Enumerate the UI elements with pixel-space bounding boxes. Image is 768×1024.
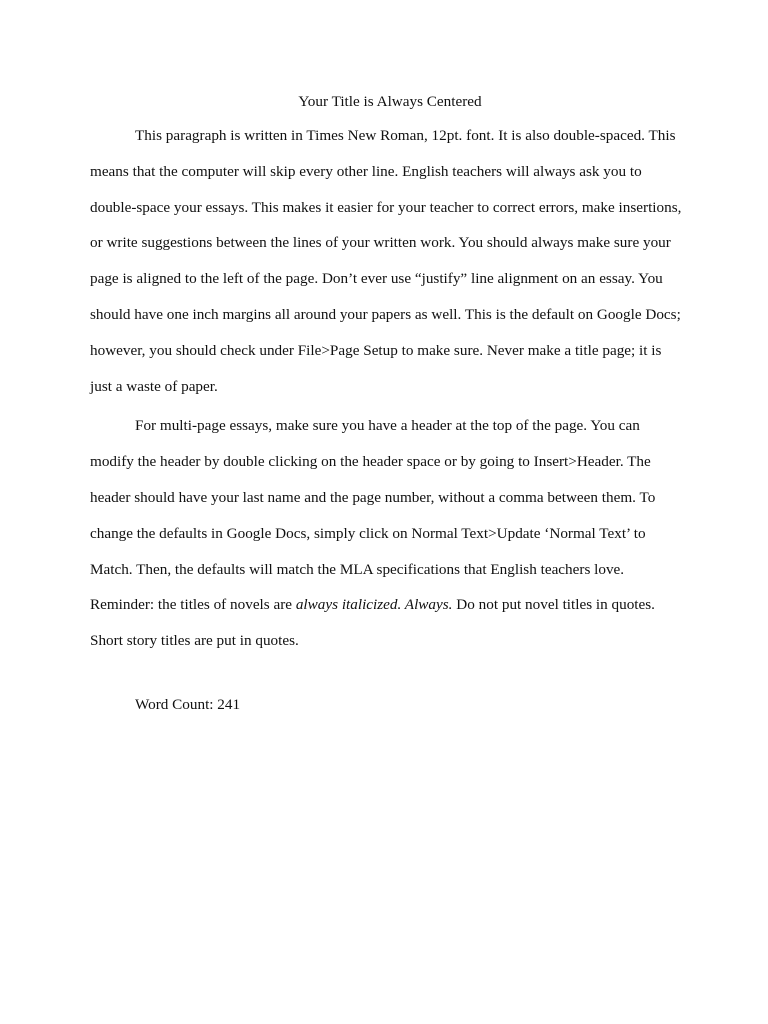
paragraph-1-line: just a waste of paper. bbox=[90, 377, 218, 395]
paragraph-1-line: means that the computer will skip every other line. English teachers will always ask you to bbox=[90, 162, 642, 180]
paragraph-2-line: Match. Then, the defaults will match the MLA specifications that English teachers love. bbox=[90, 560, 625, 578]
reminder-prefix: Reminder: the titles of novels are bbox=[90, 596, 296, 614]
word-count: Word Count: 241 bbox=[135, 695, 241, 713]
reminder-line bbox=[90, 587, 690, 623]
paragraph-2-line: Short story titles are put in quotes. bbox=[90, 632, 299, 650]
paragraph-1-line: however, you should check under File>Page Setup to make sure. Never make a title page; it is bbox=[90, 341, 662, 359]
document-title: Your Title is Always Centered bbox=[298, 93, 482, 110]
paragraph-2-line: change the defaults in Google Docs, simply click on Normal Text>Update ‘Normal Text’ to bbox=[90, 524, 646, 542]
paragraph-2-line: modify the header by double clicking on the header space or by going to Insert>Header. The bbox=[90, 453, 651, 471]
reminder-suffix: Do not put novel titles in quotes. bbox=[452, 596, 655, 614]
paragraph-1-line: or write suggestions between the lines of your written work. You should always make sure your bbox=[90, 234, 671, 252]
reminder-italic: always italicized. Always. bbox=[295, 596, 453, 614]
paragraph-1-line: This paragraph is written in Times New Roman, 12pt. font. It is also double-spaced. This bbox=[135, 127, 676, 144]
paragraph-1 bbox=[90, 118, 690, 404]
paragraph-1-line: page is aligned to the left of the page. Don’t ever use “justify” line alignment on an essay. You bbox=[90, 270, 663, 288]
paragraph-1-line: should have one inch margins all around your papers as well. This is the default on Google Docs; bbox=[90, 305, 681, 323]
paragraph-2-line: For multi-page essays, make sure you have a header at the top of the page. You can bbox=[135, 417, 640, 435]
paragraph-2-line: header should have your last name and the page number, without a comma between them. To bbox=[90, 488, 656, 506]
paragraph-2 bbox=[90, 408, 690, 659]
paragraph-1-line: double-space your essays. This makes it easier for your teacher to correct errors, make insertions, bbox=[90, 198, 682, 216]
document-body bbox=[90, 90, 690, 717]
